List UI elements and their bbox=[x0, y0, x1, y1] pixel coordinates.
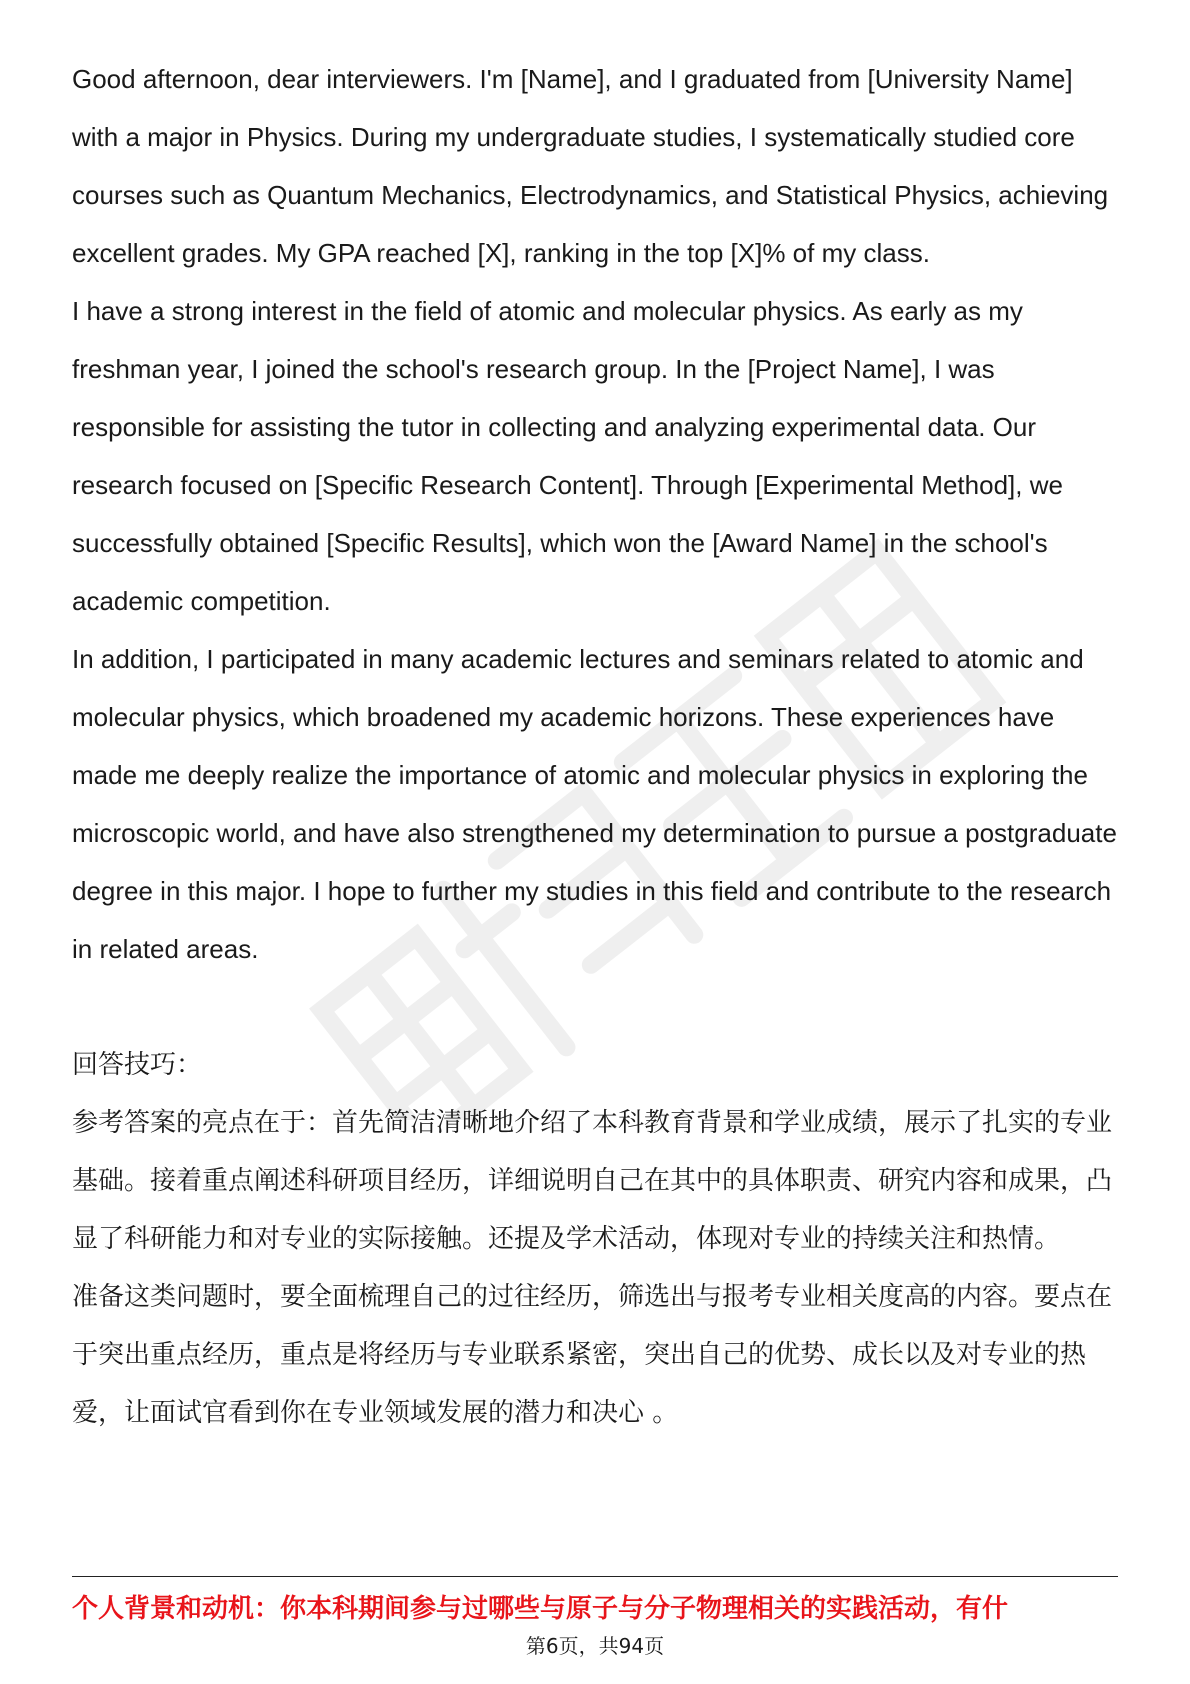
answer-paragraph-3: In addition, I participated in many academic lectures and seminars related to atomic and molecular physics, which broadened my academic horizons. These experiences have made me deeply realize the importance of atomic and molecular physics in exploring the microscopic world, and have also strengthened my determination to pursue a postgraduate degree in this major. I hope to further my studies in this field and contribute to the research in related areas. bbox=[72, 644, 1117, 964]
answer-paragraph-2: I have a strong interest in the field of atomic and molecular physics. As early as my freshman year, I joined the school's research group. In the [Project Name], I was responsible for assisting the tutor in collecting and analyzing experimental data. Our research focused on [Specific Research Content]. Through [Experimental Method], we successfully obtained [Specific Results], which won the [Award Name] in the school's academic competition. bbox=[72, 296, 1063, 616]
tips-heading: 回答技巧： bbox=[72, 1050, 203, 1080]
answer-paragraph-1: Good afternoon, dear interviewers. I'm [Name], and I graduated from [University Name] with a major in Physics. During my undergraduate studies, I systematically studied core courses such as Quantum Mechanics, Electrodynamics, and Statistical Physics, achieving excellent grades. My GPA reached [X], ranking in the top [X]% of my class. bbox=[72, 64, 1109, 268]
page-number: 第6页，共94页 bbox=[525, 1634, 665, 1658]
tips-paragraph-1: 参考答案的亮点在于：首先简洁清晰地介绍了本科教育背景和学业成绩，展示了扎实的专业基础。接着重点阐述科研项目经历，详细说明自己在其中的具体职责、研究内容和成果，凸显了科研能力和对专业的实际接触。还提及学术活动，体现对专业的持续关注和热情。 bbox=[72, 1108, 1113, 1254]
next-question-heading: 个人背景和动机：你本科期间参与过哪些与原子与分子物理相关的实践活动，有什 bbox=[72, 1594, 1009, 1624]
section-divider bbox=[72, 1576, 1118, 1577]
content-area bbox=[72, 50, 1118, 1442]
tips-paragraph-2: 准备这类问题时，要全面梳理自己的过往经历，筛选出与报考专业相关度高的内容。要点在于突出重点经历，重点是将经历与专业联系紧密，突出自己的优势、成长以及对专业的热爱，让面试官看到你在专业领域发展的潜力和决心 。 bbox=[72, 1282, 1113, 1428]
spacer bbox=[72, 978, 1118, 1036]
